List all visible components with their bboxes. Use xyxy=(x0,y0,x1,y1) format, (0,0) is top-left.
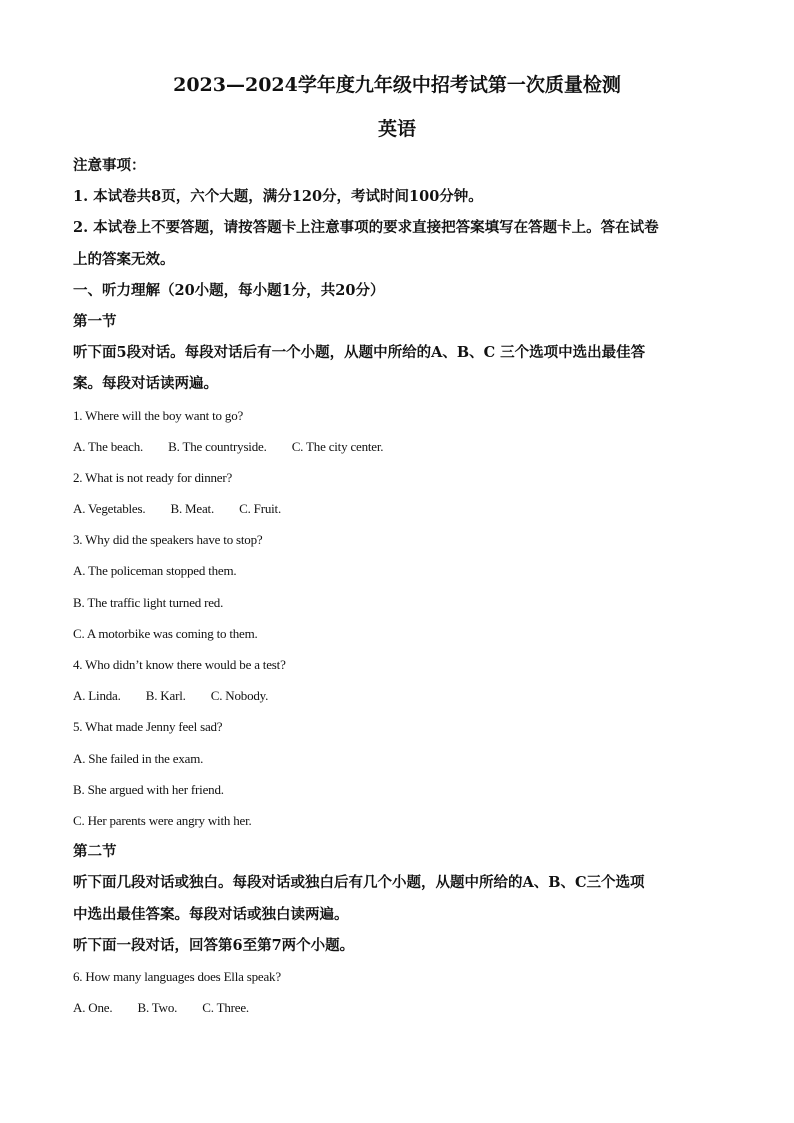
part-instruction-2b: 中选出最佳答案。每段对话或独白读两遍。 xyxy=(73,905,349,923)
option-c: C. The city center. xyxy=(291,438,384,454)
option-c: C. Three. xyxy=(202,1000,249,1016)
option-a: A. Linda. xyxy=(73,688,121,704)
notice-heading: 注意事项： xyxy=(73,157,146,174)
option-c: C. Nobody. xyxy=(210,688,269,704)
option-b: B. Meat. xyxy=(170,501,215,517)
option-a: A. The policeman stopped them. xyxy=(73,563,237,579)
option-c: C. A motorbike was coming to them. xyxy=(73,625,258,641)
option-a: A. The beach. xyxy=(73,438,144,454)
question-stem: 3. Why did the speakers have to stop? xyxy=(73,532,263,548)
option-a: A. One. xyxy=(73,1000,113,1016)
option-a: A. She failed in the exam. xyxy=(73,750,204,766)
option-b: B. She argued with her friend. xyxy=(73,781,224,797)
question-stem: 2. What is not ready for dinner? xyxy=(73,469,233,485)
notice-item-2: 2. 本试卷上不要答题，请按答题卡上注意事项的要求直接把答案填写在答题卡上。答在试卷 xyxy=(73,219,659,237)
notice-item-1: 1. 本试卷共8页，六个大题，满分120分，考试时间100分钟。 xyxy=(73,188,483,206)
question-stem: 1. Where will the boy want to go? xyxy=(73,407,244,423)
question-options xyxy=(73,992,723,1023)
option-b: B. The traffic light turned red. xyxy=(73,594,224,610)
question-stem: 6. How many languages does Ella speak? xyxy=(73,968,281,984)
question-stem: 5. What made Jenny feel sad? xyxy=(73,719,223,735)
option-a: A. Vegetables. xyxy=(73,501,146,517)
option-b: B. The countryside. xyxy=(168,438,267,454)
option-c: C. Fruit. xyxy=(239,501,281,517)
option-b: B. Karl. xyxy=(145,688,186,704)
exam-content xyxy=(73,150,723,1023)
part-label-2: 第二节 xyxy=(73,843,117,861)
notice-item-2-cont: 上的答案无效。 xyxy=(73,250,175,268)
sub-instruction: 听下面一段对话，回答第6至第7两个小题。 xyxy=(73,936,355,954)
exam-subject: 英语 xyxy=(377,118,416,140)
part-instruction-2a: 听下面几段对话或独白。每段对话或独白后有几个小题，从题中所给的A、B、C三个选项 xyxy=(73,874,645,892)
option-b: B. Two. xyxy=(137,1000,178,1016)
part-instruction-1a: 听下面5段对话。每段对话后有一个小题，从题中所给的A、B、C 三个选项中选出最佳答 xyxy=(73,344,646,362)
question-options xyxy=(73,680,723,711)
exam-title: 2023—2024学年度九年级中招考试第一次质量检测 xyxy=(173,74,621,96)
part-label-1: 第一节 xyxy=(73,312,117,330)
question-stem: 4. Who didn’t know there would be a test? xyxy=(73,657,286,672)
section-heading: 一、听力理解（20小题，每小题1分，共20分） xyxy=(73,281,385,299)
option-c: C. Her parents were angry with her. xyxy=(73,812,252,828)
part-instruction-1b: 案。每段对话读两遍。 xyxy=(73,375,218,393)
question-options xyxy=(73,431,723,462)
question-options xyxy=(73,493,723,524)
